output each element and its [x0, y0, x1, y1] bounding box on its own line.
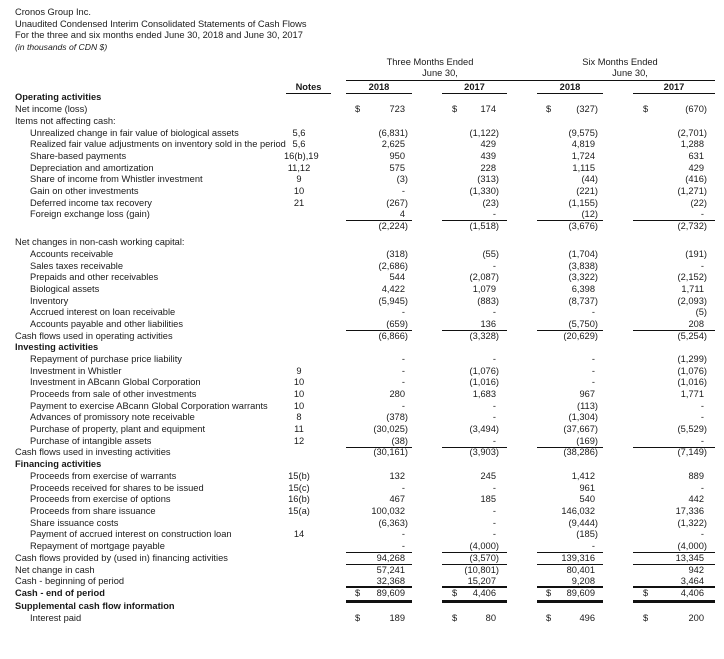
- cell-value: (44): [581, 174, 598, 184]
- row-label: Deferred income tax recovery: [30, 198, 152, 208]
- cell-value: (2,224): [378, 221, 408, 231]
- cell-value: (1,122): [469, 128, 499, 138]
- total-rule: [442, 586, 507, 587]
- cell-value: 723: [389, 104, 405, 114]
- cell-value: 200: [688, 613, 704, 623]
- cell-value: (9,575): [568, 128, 598, 138]
- row-label: Payment of accrued interest on construction loan: [30, 529, 232, 539]
- cell-value: (12): [581, 209, 598, 219]
- table-row: [0, 423, 724, 435]
- cell-value: (1,016): [469, 377, 499, 387]
- cell-value: (3): [396, 174, 408, 184]
- currency-symbol: $: [355, 613, 361, 623]
- cell-value: (2,686): [378, 261, 408, 271]
- cell-value: 1,771: [680, 389, 704, 399]
- table-row: [0, 173, 724, 185]
- cell-value: 942: [688, 565, 704, 575]
- cell-value: 544: [389, 272, 405, 282]
- cell-value: 429: [480, 139, 496, 149]
- cell-value: -: [401, 307, 405, 317]
- cell-value: -: [492, 412, 496, 422]
- cell-value: 439: [480, 151, 496, 161]
- row-label: Net income (loss): [15, 104, 88, 114]
- row-label: Prepaids and other receivables: [30, 272, 159, 282]
- six-months-subtitle: June 30,: [612, 68, 648, 78]
- six-months-2017-header: 2017: [663, 82, 685, 92]
- cell-value: 2,625: [381, 139, 405, 149]
- cell-value: (185): [576, 529, 598, 539]
- row-label: Depreciation and amortization: [30, 163, 154, 173]
- cell-value: 13,345: [675, 553, 704, 563]
- cell-value: 889: [688, 471, 704, 481]
- row-label: Sales taxes receivable: [30, 261, 124, 271]
- table-row: [0, 552, 724, 564]
- cell-value: 1,711: [681, 284, 704, 294]
- cell-value: 1,079: [472, 284, 496, 294]
- currency-symbol: $: [355, 588, 361, 598]
- table-row: [0, 103, 724, 115]
- cell-value: 228: [480, 163, 496, 173]
- row-label: Cash flows used in investing activities: [15, 447, 171, 457]
- table-row: [0, 150, 724, 162]
- table-row: [0, 115, 724, 127]
- cell-value: (1,076): [469, 366, 499, 376]
- cell-value: (191): [685, 249, 707, 259]
- cell-value: (883): [477, 296, 499, 306]
- cell-value: -: [401, 483, 405, 493]
- cell-value: -: [700, 529, 704, 539]
- cell-value: -: [591, 366, 595, 376]
- statement-period: For the three and six months ended June 30, 2018 and June 30, 2017: [15, 30, 303, 41]
- currency-symbol: $: [643, 613, 649, 623]
- table-row: [0, 138, 724, 150]
- cell-value: -: [492, 261, 496, 271]
- units-note: (in thousands of CDN $): [15, 41, 108, 52]
- section-header-row: [0, 91, 724, 103]
- cell-value: -: [492, 307, 496, 317]
- row-note-ref: 10: [293, 186, 305, 196]
- currency-symbol: $: [452, 104, 458, 114]
- cell-value: 89,609: [376, 588, 405, 598]
- cell-value: (5,529): [677, 424, 707, 434]
- cell-value: (2,152): [677, 272, 707, 282]
- currency-symbol: $: [546, 613, 552, 623]
- three-months-2018-header: 2018: [368, 82, 390, 92]
- cell-value: 496: [579, 613, 595, 623]
- total-rule: [537, 586, 603, 587]
- cell-value: 4,422: [381, 284, 405, 294]
- cell-value: (1,704): [568, 249, 598, 259]
- cell-value: 100,032: [371, 506, 405, 516]
- cell-value: 1,724: [571, 151, 595, 161]
- cell-value: (6,866): [378, 331, 408, 341]
- table-row: [0, 587, 724, 599]
- row-label: Payment to exercise ABcann Global Corporation warrants: [30, 401, 268, 411]
- cell-value: 4,406: [472, 588, 496, 598]
- cell-value: 467: [389, 494, 405, 504]
- table-row: [0, 283, 724, 295]
- cell-value: (2,087): [469, 272, 499, 282]
- cell-value: -: [401, 366, 405, 376]
- total-rule: [346, 586, 412, 587]
- cell-value: -: [401, 186, 405, 196]
- cell-value: -: [492, 401, 496, 411]
- cell-value: 89,609: [566, 588, 595, 598]
- cell-value: 540: [579, 494, 595, 504]
- table-row: [0, 446, 724, 458]
- cell-value: 15,207: [467, 576, 496, 586]
- cell-value: -: [591, 377, 595, 387]
- cell-value: 80,401: [566, 565, 595, 575]
- cell-value: 136: [480, 319, 496, 329]
- row-note-ref: 8: [296, 412, 302, 422]
- cell-value: 185: [480, 494, 496, 504]
- cell-value: (327): [576, 104, 598, 114]
- row-label: Foreign exchange loss (gain): [30, 209, 150, 219]
- cell-value: 32,368: [376, 576, 405, 586]
- cell-value: -: [700, 261, 704, 271]
- table-row: [0, 528, 724, 540]
- cell-value: (313): [477, 174, 499, 184]
- cell-value: (7,149): [677, 447, 707, 457]
- cell-value: (1,299): [677, 354, 707, 364]
- cell-value: -: [492, 354, 496, 364]
- statement-header: [15, 7, 306, 53]
- row-label: Net change in cash: [15, 565, 95, 575]
- cell-value: -: [492, 483, 496, 493]
- table-row: [0, 540, 724, 552]
- row-label: Proceeds received for shares to be issued: [30, 483, 204, 493]
- row-note-ref: 10: [293, 377, 305, 387]
- cell-value: (38,286): [563, 447, 598, 457]
- six-months-header: [545, 57, 695, 79]
- cell-value: 961: [579, 483, 595, 493]
- row-label: Proceeds from exercise of options: [30, 494, 171, 504]
- row-label: Advances of promissory note receivable: [30, 412, 195, 422]
- row-label: Investment in ABcann Global Corporation: [30, 377, 201, 387]
- cell-value: (55): [482, 249, 499, 259]
- cell-value: (3,838): [568, 261, 598, 271]
- row-note-ref: 16(b): [288, 494, 310, 504]
- section-header-row: [0, 458, 724, 470]
- cell-value: 4,406: [680, 588, 704, 598]
- company-name: Cronos Group Inc.: [15, 7, 91, 17]
- row-label: Repayment of purchase price liability: [30, 354, 182, 364]
- row-label: Share of income from Whistler investment: [30, 174, 203, 184]
- cell-value: (3,322): [568, 272, 598, 282]
- cell-value: -: [492, 518, 496, 528]
- cell-value: (6,363): [378, 518, 408, 528]
- currency-symbol: $: [452, 588, 458, 598]
- currency-symbol: $: [643, 588, 649, 598]
- cell-value: 1,288: [680, 139, 704, 149]
- cell-value: 57,241: [376, 565, 405, 575]
- three-months-subtitle: June 30,: [422, 68, 458, 78]
- table-row: [0, 353, 724, 365]
- notes-header: Notes: [295, 82, 322, 92]
- cell-value: (1,155): [568, 198, 598, 208]
- cell-value: 174: [480, 104, 496, 114]
- row-label: Interest paid: [30, 613, 82, 623]
- cell-value: (221): [576, 186, 598, 196]
- table-row: [0, 612, 724, 624]
- row-label: Net changes in non-cash working capital:: [15, 237, 185, 247]
- currency-symbol: $: [355, 104, 361, 114]
- row-note-ref: 16(b),19: [284, 151, 319, 161]
- row-label: Investment in Whistler: [30, 366, 122, 376]
- row-label: Supplemental cash flow information: [15, 601, 175, 611]
- row-label: Operating activities: [15, 92, 102, 102]
- row-note-ref: 15(c): [288, 483, 310, 493]
- cell-value: (659): [386, 319, 408, 329]
- table-row: [0, 220, 724, 232]
- cell-value: (37,667): [563, 424, 598, 434]
- cell-value: (23): [482, 198, 499, 208]
- row-label: Accounts receivable: [30, 249, 114, 259]
- row-label: Cash flows used in operating activities: [15, 331, 173, 341]
- cell-value: (5,945): [378, 296, 408, 306]
- cell-value: 429: [688, 163, 704, 173]
- cell-value: -: [700, 209, 704, 219]
- row-label: Items not affecting cash:: [15, 116, 116, 126]
- cell-value: 146,032: [561, 506, 595, 516]
- cell-value: (4,000): [469, 541, 499, 551]
- cell-value: 967: [579, 389, 595, 399]
- cell-value: 280: [389, 389, 405, 399]
- cell-value: (5): [695, 307, 707, 317]
- cell-value: -: [700, 412, 704, 422]
- cell-value: (10,801): [464, 565, 499, 575]
- cell-value: 3,464: [680, 576, 704, 586]
- row-note-ref: 11: [294, 424, 304, 434]
- row-note-ref: 5,6: [292, 139, 306, 149]
- cell-value: (378): [386, 412, 408, 422]
- table-row: [0, 236, 724, 248]
- cell-value: -: [401, 401, 405, 411]
- cell-value: -: [700, 436, 704, 446]
- cell-value: -: [492, 209, 496, 219]
- cell-value: -: [492, 506, 496, 516]
- row-label: Cash - end of period: [15, 588, 105, 598]
- cell-value: (9,444): [568, 518, 598, 528]
- row-note-ref: 12: [293, 436, 305, 446]
- row-label: Realized fair value adjustments on inventory sold in the period: [30, 139, 286, 149]
- row-label: Biological assets: [30, 284, 100, 294]
- cell-value: (5,254): [677, 331, 707, 341]
- cell-value: 189: [389, 613, 405, 623]
- row-note-ref: 15(a): [288, 506, 310, 516]
- cell-value: (6,831): [378, 128, 408, 138]
- table-row: [0, 208, 724, 220]
- table-row: [0, 185, 724, 197]
- cell-value: 139,316: [561, 553, 595, 563]
- cell-value: (267): [386, 198, 408, 208]
- cell-value: (4,000): [677, 541, 707, 551]
- cell-value: -: [401, 541, 405, 551]
- row-label: Cash flows provided by (used in) financing activities: [15, 553, 228, 563]
- row-note-ref: 9: [296, 366, 302, 376]
- row-note-ref: 9: [296, 174, 302, 184]
- row-label: Financing activities: [15, 459, 102, 469]
- row-note-ref: 14: [293, 529, 305, 539]
- cell-value: -: [401, 354, 405, 364]
- cell-value: 1,115: [572, 163, 595, 173]
- cell-value: 1,683: [472, 389, 496, 399]
- currency-symbol: $: [546, 588, 552, 598]
- cell-value: (1,271): [677, 186, 707, 196]
- row-label: Inventory: [30, 296, 69, 306]
- cell-value: (2,701): [677, 128, 707, 138]
- six-months-title: Six Months Ended: [582, 57, 658, 67]
- row-note-ref: 11,12: [287, 163, 311, 173]
- three-months-2017-header: 2017: [464, 82, 485, 92]
- cell-value: 6,398: [571, 284, 595, 294]
- row-label: Proceeds from exercise of warrants: [30, 471, 177, 481]
- table-row: [0, 388, 724, 400]
- cell-value: (1,518): [469, 221, 499, 231]
- cell-value: (38): [391, 436, 408, 446]
- cell-value: 9,208: [571, 576, 595, 586]
- table-row: [0, 411, 724, 423]
- cell-value: 1,412: [571, 471, 595, 481]
- table-row: [0, 248, 724, 260]
- row-label: Unrealized change in fair value of biological assets: [30, 128, 239, 138]
- currency-symbol: $: [643, 104, 649, 114]
- table-row: [0, 470, 724, 482]
- cell-value: (670): [685, 104, 707, 114]
- cell-value: -: [492, 529, 496, 539]
- three-months-title: Three Months Ended: [386, 57, 474, 67]
- row-label: Share-based payments: [30, 151, 127, 161]
- row-note-ref: 21: [293, 198, 305, 208]
- cell-value: (30,161): [373, 447, 408, 457]
- table-row: [0, 505, 724, 517]
- row-note-ref: 10: [293, 401, 305, 411]
- cell-value: -: [700, 401, 704, 411]
- row-label: Proceeds from sale of other investments: [30, 389, 197, 399]
- cell-value: (169): [576, 436, 598, 446]
- table-row: [0, 318, 724, 330]
- row-note-ref: 15(b): [288, 471, 310, 481]
- currency-symbol: $: [546, 104, 552, 114]
- cell-value: -: [700, 483, 704, 493]
- cell-value: (22): [690, 198, 707, 208]
- cell-value: (1,016): [677, 377, 707, 387]
- row-label: Accounts payable and other liabilities: [30, 319, 183, 329]
- cell-value: (20,629): [563, 331, 598, 341]
- row-label: Share issuance costs: [30, 518, 119, 528]
- cell-value: (1,322): [677, 518, 707, 528]
- cell-value: 245: [480, 471, 496, 481]
- currency-symbol: $: [452, 613, 458, 623]
- row-label: Gain on other investments: [30, 186, 139, 196]
- cell-value: (1,330): [469, 186, 499, 196]
- three-months-header: [355, 57, 505, 79]
- cell-value: (5,750): [568, 319, 598, 329]
- statement-title: Unaudited Condensed Interim Consolidated Statements of Cash Flows: [15, 18, 307, 29]
- cell-value: (2,732): [677, 221, 707, 231]
- cell-value: 94,268: [376, 553, 405, 563]
- cell-value: (3,570): [469, 553, 499, 563]
- cell-value: (318): [386, 249, 408, 259]
- cell-value: 631: [688, 151, 704, 161]
- row-label: Accrued interest on loan receivable: [30, 307, 176, 317]
- cell-value: 17,336: [675, 506, 704, 516]
- cell-value: 80: [485, 613, 496, 623]
- total-rule: [633, 586, 715, 587]
- row-label: Proceeds from share issuance: [30, 506, 156, 516]
- six-months-rule: [537, 80, 715, 81]
- table-row: [0, 306, 724, 318]
- six-months-2018-header: 2018: [559, 82, 581, 92]
- cell-value: 4,819: [571, 139, 595, 149]
- row-label: Repayment of mortgage payable: [30, 541, 165, 551]
- cell-value: (1,304): [568, 412, 598, 422]
- cell-value: 950: [389, 151, 405, 161]
- cell-value: (113): [576, 401, 598, 411]
- row-label: Purchase of property, plant and equipment: [30, 424, 206, 434]
- cell-value: 4: [399, 209, 405, 219]
- cell-value: (8,737): [568, 296, 598, 306]
- cell-value: 442: [688, 494, 704, 504]
- cell-value: (3,328): [469, 331, 499, 341]
- cell-value: 208: [688, 319, 704, 329]
- cell-value: (3,903): [469, 447, 499, 457]
- row-note-ref: 5,6: [292, 128, 306, 138]
- row-label: Purchase of intangible assets: [30, 436, 152, 446]
- cell-value: 575: [389, 163, 405, 173]
- cell-value: -: [591, 307, 595, 317]
- row-label: Investing activities: [15, 342, 99, 352]
- table-row: [0, 493, 724, 505]
- cell-value: (1,076): [677, 366, 707, 376]
- table-row: [0, 271, 724, 283]
- section-header-row: [0, 341, 724, 353]
- row-label: Cash - beginning of period: [15, 576, 125, 586]
- cell-value: -: [401, 529, 405, 539]
- cell-value: -: [401, 377, 405, 387]
- cell-value: 132: [389, 471, 405, 481]
- section-header-row: [0, 600, 724, 612]
- cell-value: -: [591, 354, 595, 364]
- cell-value: (3,676): [568, 221, 598, 231]
- cell-value: -: [492, 436, 496, 446]
- table-row: [0, 376, 724, 388]
- cell-value: (30,025): [373, 424, 408, 434]
- cell-value: (2,093): [677, 296, 707, 306]
- cell-value: (3,494): [469, 424, 499, 434]
- cell-value: (416): [685, 174, 707, 184]
- cell-value: -: [591, 541, 595, 551]
- row-note-ref: 10: [293, 389, 305, 399]
